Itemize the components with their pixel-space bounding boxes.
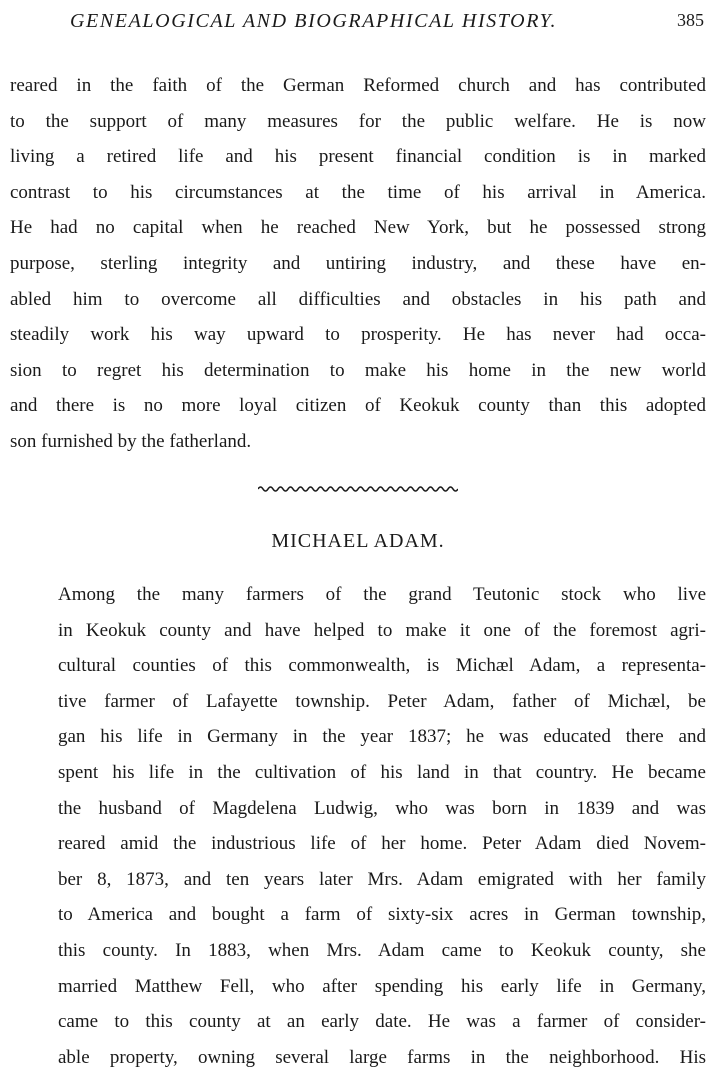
biography-paragraph: Among the many farmers of the grand Teutonic stock who live in Keokuk county and have helped to make it one of the foremost agri- cultural counties of this commonwealth, is Michæl Adam, a representa- tive farmer of Lafayette township. Peter Adam, father of Michæl, be gan his life in Germany in the year 1837; he was educated there and spent his life in the cultivation of his land in that country. He became the husband of Magdelena Ludwig, who was born in 1839 and was reared amid the industrious life of her home. Peter Adam died Novem- ber 8, 1873, and ten years later Mrs. Adam emigrated with her family to America and bought a farm of sixty-six acres in German township, this county. In 1883, when Mrs. Adam came to Keokuk county, she married Matthew Fell, who after spending his early life in Germany, came to this county at an early date. He was a farmer of consider- able property, owning several large farms in the neighborhood. His [58, 584, 706, 1068]
page-number: 385 [677, 10, 704, 30]
article-title: MICHAEL ADAM. [271, 530, 445, 552]
paragraph-continued: reared in the faith of the German Reformed church and has contributed to the support of many measures for the public welfare. He is now living a retired life and his present financial condition is in marked contrast to his circumstances at the time of his arrival in America. He had no capital when he reached New York, but he possessed strong purpose, sterling integrity and untiring industry, and these have en- abled him to overcome all difficulties and obstacles in his path and steadily work his way upward to prosperity. He has never had occa- sion to regret his determination to make his home in the new world and there is no more loyal citizen of Keokuk county than this adopted son furnished by the fatherland. [10, 75, 706, 452]
section-divider-ornament [258, 484, 458, 494]
running-title: GENEALOGICAL AND BIOGRAPHICAL HISTORY. [70, 10, 558, 32]
running-header [0, 6, 716, 36]
